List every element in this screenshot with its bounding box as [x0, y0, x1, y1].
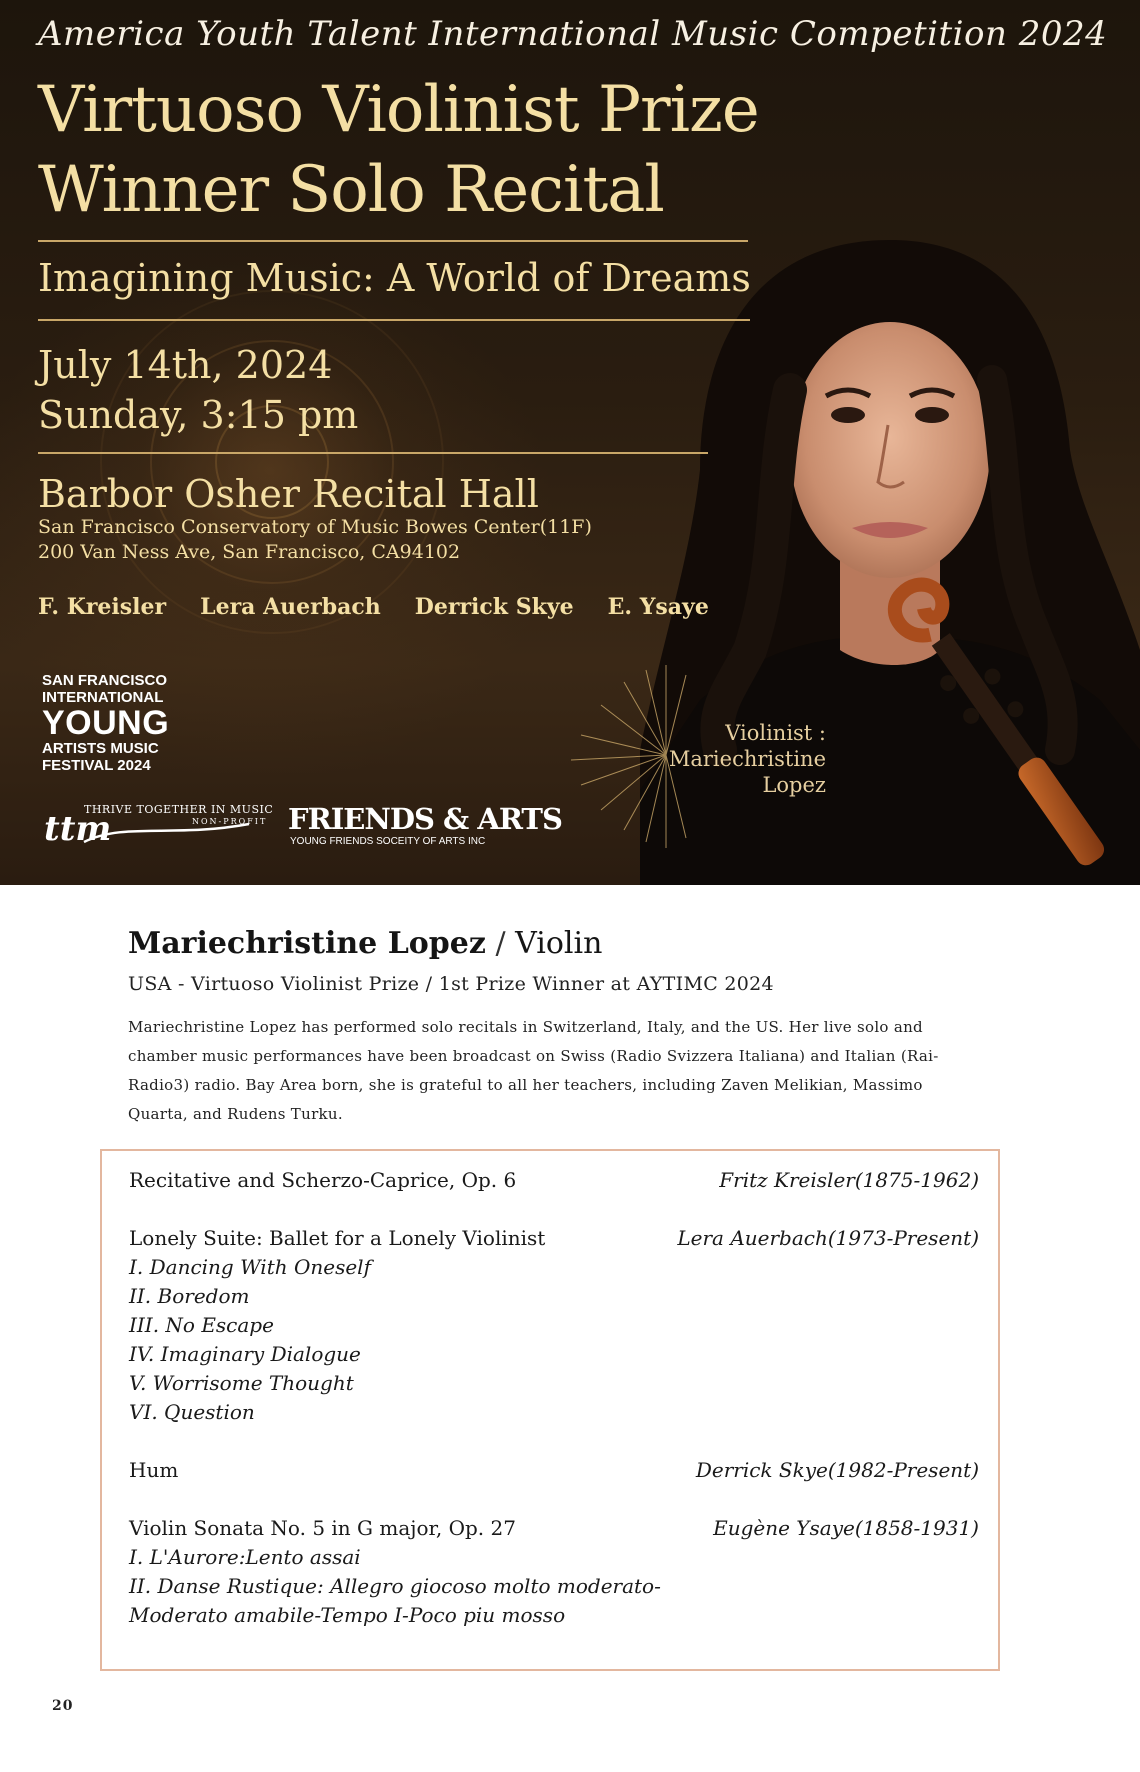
biography-line: Radio3) radio. Bay Area born, she is grateful to all her teachers, including Zaven Melikian, Massimo	[128, 1076, 923, 1094]
piece-title: Hum	[129, 1458, 179, 1482]
svg-text:ttm: ttm	[44, 809, 112, 849]
piece-title: Lonely Suite: Ballet for a Lonely Violinist	[129, 1226, 546, 1250]
movement: II. Boredom	[129, 1284, 250, 1308]
subtitle-divider	[38, 319, 750, 321]
recital-title-line: Virtuoso Violinist Prize	[38, 73, 759, 147]
biography-line: chamber music performances have been broadcast on Swiss (Radio Svizzera Italiana) and Italian (Rai-	[128, 1047, 939, 1065]
violinist-name: Mariechristine Lopez	[668, 747, 826, 797]
recital-title	[38, 70, 759, 230]
time-line: Sunday, 3:15 pm	[38, 393, 359, 437]
performer-heading	[128, 926, 602, 961]
composer-name: Derrick Skye	[414, 594, 574, 620]
violinist-caption	[606, 720, 826, 798]
venue-address: 200 Van Ness Ave, San Francisco, CA94102	[38, 541, 461, 563]
movement: II. Danse Rustique: Allegro giocoso molto moderato-	[129, 1574, 661, 1598]
movement: Moderato amabile-Tempo I-Poco piu mosso	[129, 1603, 566, 1627]
piece-composer: Fritz Kreisler(1875-1962)	[719, 1168, 979, 1192]
performer-prize: USA - Virtuoso Violinist Prize / 1st Prize Winner at AYTIMC 2024	[128, 973, 774, 995]
movement: V. Worrisome Thought	[129, 1371, 354, 1395]
friends-arts-subtitle: YOUNG FRIENDS SOCEITY OF ARTS INC	[290, 836, 486, 847]
competition-series-title: America Youth Talent International Music Competition 2024	[38, 14, 1108, 54]
composer-name: F. Kreisler	[38, 594, 167, 620]
ttm-nonprofit: NON-PROFIT	[192, 817, 268, 826]
movement: III. No Escape	[129, 1313, 274, 1337]
festival-logo-line: SAN FRANCISCO	[42, 672, 168, 689]
friends-arts-logo: FRIENDS & ARTS	[288, 802, 562, 836]
composer-name: E. Ysaye	[607, 594, 709, 620]
heading-separator: /	[495, 926, 506, 961]
performer-name: Mariechristine Lopez	[128, 926, 486, 961]
performer-instrument: Violin	[515, 926, 603, 961]
movement: I. L'Aurore:Lento assai	[129, 1545, 361, 1569]
biography-line: Mariechristine Lopez has performed solo recitals in Switzerland, Italy, and the US. Her live solo and	[128, 1018, 923, 1036]
date-divider	[38, 452, 708, 454]
festival-logo	[42, 672, 169, 774]
title-divider	[38, 240, 748, 242]
page-number: 20	[52, 1698, 74, 1714]
piece-title: Recitative and Scherzo-Caprice, Op. 6	[129, 1168, 517, 1192]
movement: I. Dancing With Oneself	[129, 1255, 371, 1279]
festival-logo-line: FESTIVAL 2024	[42, 757, 151, 774]
piece-composer: Lera Auerbach(1973-Present)	[677, 1226, 979, 1250]
festival-logo-line: INTERNATIONAL	[42, 689, 164, 706]
performer-biography	[128, 1013, 978, 1129]
venue-building: San Francisco Conservatory of Music Bowes Center(11F)	[38, 516, 592, 538]
movement: VI. Question	[129, 1400, 255, 1424]
festival-logo-line: YOUNG	[42, 704, 170, 742]
recital-date	[38, 340, 358, 440]
recital-title-line: Winner Solo Recital	[38, 153, 664, 227]
ttm-tagline: THRIVE TOGETHER IN MUSIC	[84, 803, 274, 816]
composer-list	[38, 594, 709, 620]
date-line: July 14th, 2024	[38, 343, 333, 387]
recital-poster	[0, 0, 1140, 885]
piece-composer: Derrick Skye(1982-Present)	[695, 1458, 979, 1482]
piece-title: Violin Sonata No. 5 in G major, Op. 27	[129, 1516, 516, 1540]
recital-subtitle: Imagining Music: A World of Dreams	[38, 256, 751, 300]
festival-logo-line: ARTISTS MUSIC	[42, 740, 159, 757]
movement: IV. Imaginary Dialogue	[129, 1342, 361, 1366]
biography-line: Quarta, and Rudens Turku.	[128, 1105, 343, 1123]
piece-composer: Eugène Ysaye(1858-1931)	[713, 1516, 979, 1540]
venue-name: Barbor Osher Recital Hall	[38, 472, 539, 516]
violinist-label: Violinist :	[725, 721, 826, 745]
composer-name: Lera Auerbach	[200, 594, 381, 620]
